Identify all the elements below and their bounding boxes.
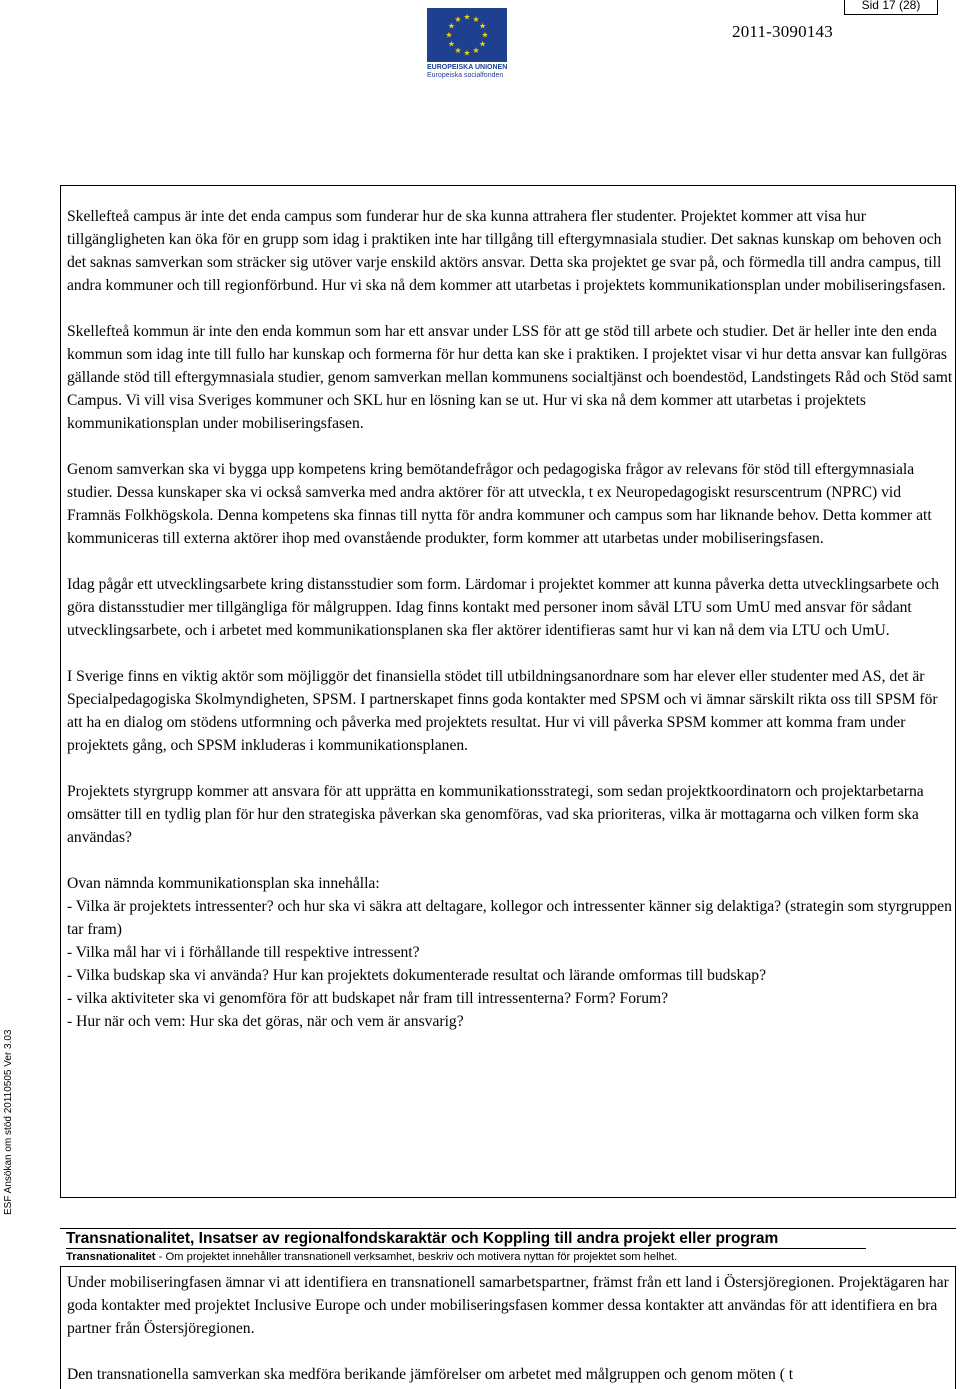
side-version-text: ESF Ansökan om stöd 20110505 Ver 3.03 <box>3 1029 14 1215</box>
section-header <box>60 1228 956 1265</box>
star-icon: ★ <box>481 30 489 40</box>
paragraph: Skellefteå kommun är inte den enda kommun som har ett ansvar under LSS för att ge stöd till arbete och studier. Det är heller inte den enda kommun som idag inte till fullo har kunskap och formerna för hur detta kan ske i praktiken. I projektet visar vi hur detta ansvar kan fullgöras gällande stöd till eftergymnasiala studier, genom samverkan mellan kommunens socialtjänst och boendestöd, Landstingets Råd och Stöd samt Campus. Vi vill visa Sveriges kommuner och SKL hur en lösning kan se ut. Hur vi ska nå dem kommer att utarbetas i projektets kommunikationsplan under mobiliseringsfasen. <box>67 323 953 432</box>
star-icon: ★ <box>472 46 480 56</box>
eu-logo-sub: Europeiska socialfonden <box>427 72 504 79</box>
section-title-rule <box>66 1248 866 1249</box>
paragraph: Den transnationella samverkan ska medföra berikande jämförelser om arbetet med målgruppen och genom möten ( t <box>67 1366 794 1383</box>
list-item: - Hur när och vem: Hur ska det göras, när och vem är ansvarig? <box>67 1013 464 1030</box>
section-desc-text: - Om projektet innehåller transnationell verksamhet, beskriv och motivera nyttan för projektet som helhet. <box>155 1251 678 1263</box>
page-number: Sid 17 (28) <box>844 0 938 15</box>
section-description <box>66 1250 677 1264</box>
paragraph: Skellefteå campus är inte det enda campus som funderar hur de ska kunna attrahera fler studenter. Projektet kommer att visa hur tillgängligheten kan öka för en grupp som idag i praktiken inte har tillgång till eftergymnasiala studier. Det saknas kunskap om behoven och det saknas samverkan som sträcker sig utöver varje enskild aktörs ansvar. Detta ska projektet ge svar på, och förmedla till andra campus, till andra kommuner och till regionförbund. Hur vi ska nå dem kommer att utarbetas i projektets kommunikationsplan under mobiliseringsfasen. <box>67 208 946 294</box>
section-desc-label: Transnationalitet <box>66 1251 156 1263</box>
transnational-text-box <box>60 1266 956 1389</box>
list-item: - Vilka är projektets intressenter? och hur ska vi säkra att deltagare, kollegor och intressenter känner sig delaktiga? (strategin som styrgruppen tar fram) <box>67 898 952 938</box>
eu-logo <box>427 8 507 78</box>
list-intro: Ovan nämnda kommunikationsplan ska innehålla: <box>67 875 380 892</box>
star-icon: ★ <box>445 30 453 40</box>
paragraph: Genom samverkan ska vi bygga upp kompetens kring bemötandefrågor och pedagogiska frågor av relevans för stöd till eftergymnasiala studier. Dessa kunskaper ska vi också samverka med andra aktörer för att utveckla, t ex Neuropedagogiskt resurscentrum (NPRC) vid Framnäs Folkhögskola. Denna kompetens ska finnas till nytta för andra kommuner och campus som har liknande behov. Detta kommer att kommuniceras till externa aktörer ihop med ovanstående produkter, form kommer att utarbetas under mobiliseringsfasen. <box>67 461 932 547</box>
eu-logo-name: EUROPEISKA UNIONEN <box>427 64 508 71</box>
star-icon: ★ <box>479 39 487 49</box>
star-icon: ★ <box>472 14 480 24</box>
main-text-box <box>60 185 956 1198</box>
list-item: - vilka aktiviteter ska vi genomföra för att budskapet når fram till intressenterna? Form? Forum? <box>67 990 669 1007</box>
document-number: 2011-3090143 <box>732 22 833 41</box>
star-icon: ★ <box>479 21 487 31</box>
star-icon: ★ <box>463 12 471 22</box>
section-title: Transnationalitet, Insatser av regionalfondskaraktär och Koppling till andra projekt eller program <box>66 1230 779 1247</box>
list-item: - Vilka budskap ska vi använda? Hur kan projektets dokumenterade resultat och lärande omformas till budskap? <box>67 967 766 984</box>
star-icon: ★ <box>454 46 462 56</box>
star-icon: ★ <box>463 48 471 58</box>
paragraph: Idag pågår ett utvecklingsarbete kring distansstudier som form. Lärdomar i projektet kommer att kunna påverka detta utvecklingsarbete och göra distansstudier mer tillgängliga för målgruppen. Idag finns kontakt med personer inom såväl LTU som UmU med ansvar för sådant utvecklingsarbete, och i arbetet med kommunikationsplanen ska fler aktörer identifieras samt hur vi kan nå dem via LTU och UmU. <box>67 576 940 639</box>
star-icon: ★ <box>454 14 462 24</box>
paragraph: I Sverige finns en viktig aktör som möjliggör det finansiella stödet till utbildningsanordnare som har elever eller studenter med AS, det är Specialpedagogiska Skolmyndigheten, SPSM. I partnerskapet finns goda kontakter med SPSM och vi ämnar särskilt rikta oss till SPSM för att ha en dialog om stödens utformning och påverka med projektets resultat. Hur vi vill påverka SPSM kommer att komma fram under projektets gång, och SPSM inkluderas i kommunikationsplanen. <box>67 668 938 754</box>
star-icon: ★ <box>447 21 455 31</box>
list-item: - Vilka mål har vi i förhållande till respektive intressent? <box>67 944 420 961</box>
paragraph: Projektets styrgrupp kommer att ansvara för att upprätta en kommunikationsstrategi, som sedan projektkoordinatorn och projektarbetarna omsätter till en tydlig plan för hur den strategiska påverkan ska genomföras, vad ska prioriteras, vilka är mottagarna och vilken form ska användas? <box>67 783 924 846</box>
paragraph: Under mobiliseringfasen ämnar vi att identifiera en transnationell samarbetspartner, främst från ett land i Östersjöregionen. Projektägaren har goda kontakter med projektet Inclusive Europe och under mobiliseringsfasen kommer dessa kontakter att användas för att identifiera en bra partner från Östersjöregionen. <box>67 1274 949 1337</box>
eu-flag-icon <box>427 8 507 62</box>
star-icon: ★ <box>447 39 455 49</box>
